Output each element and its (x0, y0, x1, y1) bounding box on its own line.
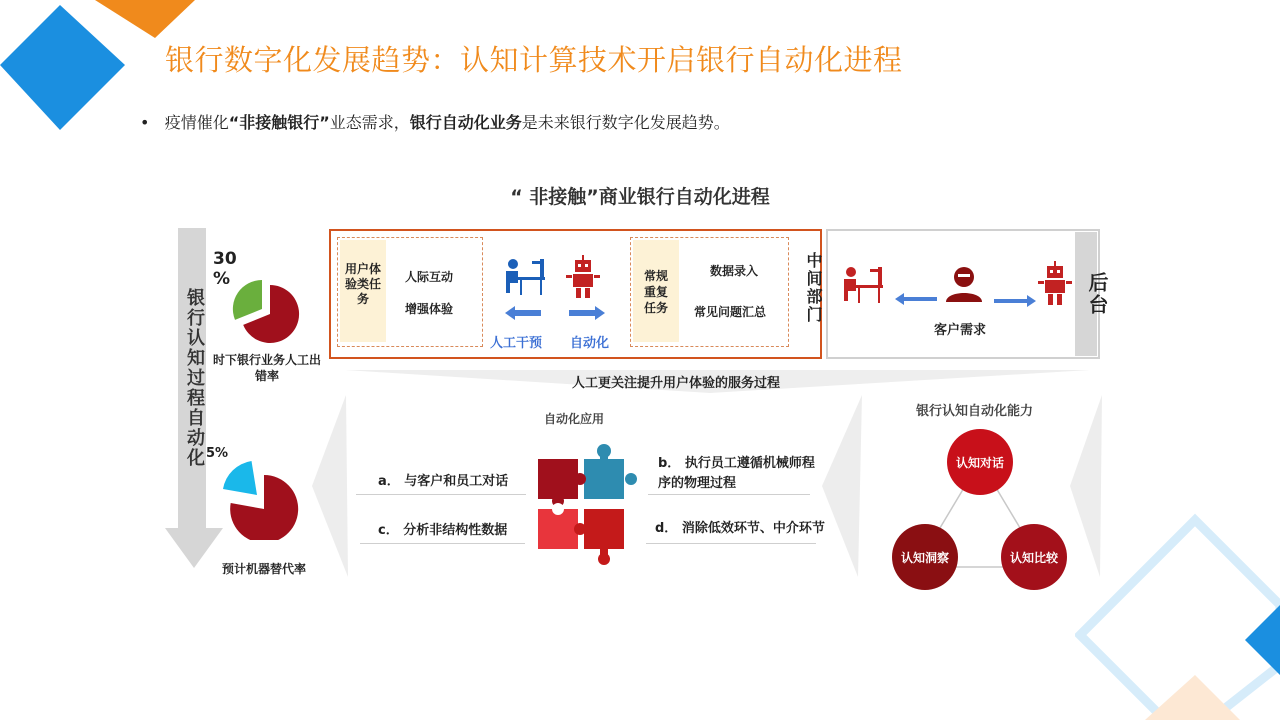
task-item: 常见问题汇总 (694, 305, 767, 319)
pie2-percent-label: 5% (206, 446, 229, 461)
automation-apps-title: 自动化应用 (544, 412, 605, 426)
left-arrow (895, 292, 937, 306)
pie1-caption: 时下银行业务人工出错率 (212, 353, 321, 383)
bidirectional-arrows (505, 305, 605, 321)
cognitive-node: 认知洞察 (892, 524, 958, 590)
divider (648, 494, 810, 495)
customer-icon (944, 266, 984, 302)
worker-at-desk-icon-red (838, 265, 886, 305)
routine-tasks-label: 常规重复任务 (643, 269, 668, 315)
right-arrow (994, 294, 1036, 308)
cognitive-node: 认知对话 (947, 429, 1013, 495)
manual-intervention-label: 人工干预 (490, 336, 543, 351)
user-tasks-label: 用户体验类任务 (345, 262, 382, 306)
divider (646, 543, 816, 544)
robot-icon (563, 255, 603, 299)
pie1-percent-label: 30 % (213, 249, 237, 289)
pie2-caption: 预计机器替代率 (221, 562, 306, 576)
customer-demand-label: 客户需求 (934, 323, 987, 338)
middle-office-label: 中间部门 (804, 252, 823, 324)
robot-icon-back (1035, 261, 1075, 307)
app-item-a: a． 与客户和员工对话 (378, 474, 509, 489)
puzzle-icon (534, 441, 640, 566)
divider (360, 543, 525, 544)
page-title: 银行数字化发展趋势：认知计算技术开启银行自动化进程 (165, 43, 903, 77)
cognitive-automation-vertical-label: 银行认知过程自动化 (184, 288, 205, 468)
divider (356, 494, 526, 495)
cognitive-node: 认知比较 (1001, 524, 1067, 590)
back-office-label: 后台 (1085, 272, 1109, 316)
automation-label: 自动化 (570, 336, 610, 351)
error-rate-pie-chart (230, 280, 304, 346)
task-item: 增强体验 (405, 302, 454, 316)
task-item: 数据录入 (710, 264, 759, 278)
app-item-d: d． 消除低效环节、中介环节 (655, 521, 825, 536)
banner-text: 人工更关注提升用户体验的服务过程 (572, 376, 781, 391)
replacement-rate-pie-chart (222, 460, 302, 540)
worker-at-desk-icon (500, 257, 548, 297)
app-item-b: b． 执行员工遵循机械师程序的物理过程 (658, 456, 815, 491)
bullet-mark: • (140, 113, 150, 132)
task-item: 人际互动 (405, 270, 454, 284)
app-item-c: c． 分析非结构性数据 (378, 523, 508, 538)
cognitive-capability-title: 银行认知自动化能力 (916, 404, 1034, 419)
intro-bullet: • 疫情催化“非接触银行”业态需求，银行自动化业务是未来银行数字化发展趋势。 (140, 113, 730, 132)
diagram-title: “ 非接触”商业银行自动化进程 (510, 186, 770, 208)
